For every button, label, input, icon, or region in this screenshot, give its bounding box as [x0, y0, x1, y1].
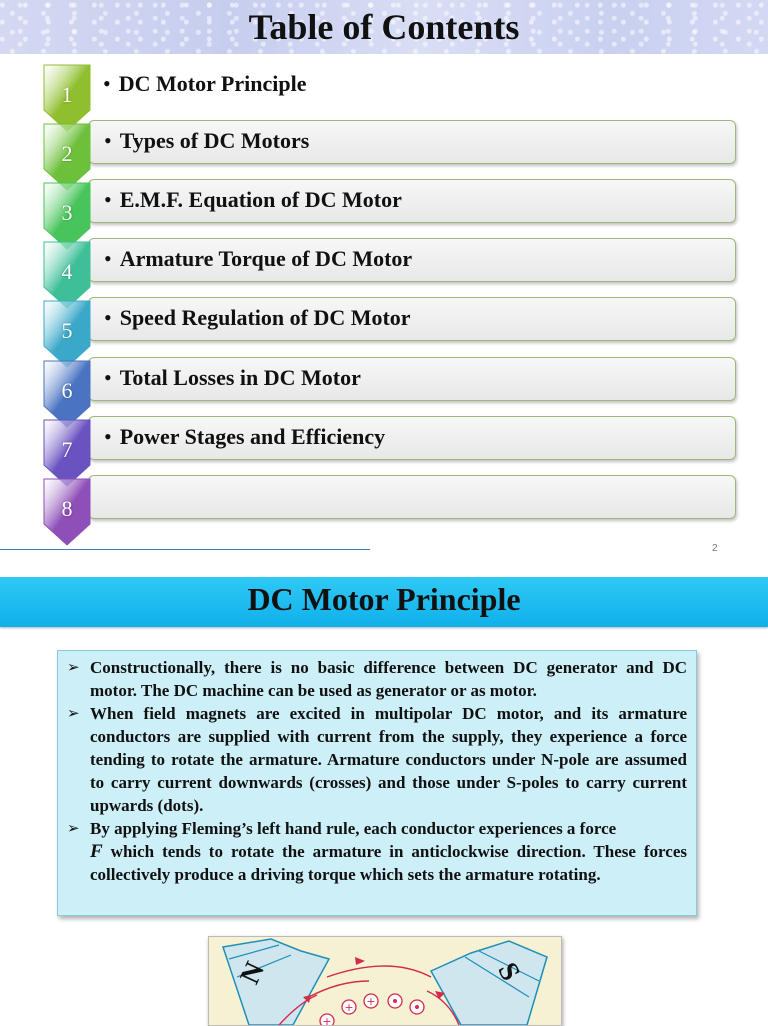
arrow-bullet-icon: ➢ [67, 658, 80, 676]
toc-number: 8 [61, 496, 73, 521]
toc-item-1[interactable] [88, 64, 734, 106]
toc-chevron-7 [43, 419, 91, 487]
toc-number: 6 [61, 378, 73, 403]
toc-item-4[interactable] [88, 238, 736, 282]
svg-text:+: + [366, 995, 376, 1008]
toc-item-label: • E.M.F. Equation of DC Motor [104, 187, 402, 212]
toc-chevron-1 [43, 64, 91, 132]
toc-number: 1 [61, 82, 73, 107]
north-pole-label: N [234, 957, 272, 989]
toc-item-label: • Armature Torque of DC Motor [104, 246, 413, 271]
paragraph-text: Constructionally, there is no basic difference between DC generator and DC motor. The DC machine can be used as generator or as motor. [90, 658, 687, 700]
toc-number: 5 [61, 318, 73, 343]
arrow-bullet-icon: ➢ [67, 819, 80, 837]
dc-motor-diagram [208, 936, 562, 1026]
toc-chevron-5 [43, 300, 91, 368]
force-symbol: F [90, 841, 103, 862]
toc-number: 4 [61, 259, 73, 284]
paragraph-2 [67, 702, 687, 817]
svg-text:+: + [344, 1001, 354, 1014]
arrow-icon [355, 957, 365, 965]
toc-chevron-2 [43, 123, 91, 191]
south-pole-shape [431, 941, 547, 1025]
toc-title: Table of Contents [248, 7, 520, 47]
toc-number: 3 [61, 200, 73, 225]
toc-number: 7 [61, 437, 73, 462]
toc-chevron-4 [43, 241, 91, 309]
toc-item-label: • Power Stages and Efficiency [104, 424, 386, 449]
toc-item-7[interactable] [88, 416, 736, 460]
toc-chevron-8 [43, 478, 91, 546]
paragraph-3 [67, 817, 687, 886]
south-pole-label: S [491, 957, 526, 986]
arrow-bullet-icon: ➢ [67, 704, 80, 722]
paragraph-text-continued: which tends to rotate the armature in anticlockwise direction. These forces collectively produce a driving torque which sets the armature rotating. [90, 842, 688, 884]
toc-item-label: • DC Motor Principle [103, 71, 307, 96]
toc-item-2[interactable] [88, 120, 736, 164]
flux-line [327, 966, 431, 977]
principle-text-box [57, 650, 697, 916]
page-number: 2 [712, 543, 718, 554]
paragraph-text: By applying Fleming’s left hand rule, each conductor experiences a force [90, 819, 617, 838]
toc-item-8[interactable] [88, 475, 736, 519]
svg-text:+: + [322, 1015, 332, 1025]
toc-item-label: • Total Losses in DC Motor [104, 365, 361, 390]
toc-item-3[interactable] [88, 179, 736, 223]
slide-title: DC Motor Principle [247, 581, 521, 617]
dc-motor-principle-slide [0, 577, 768, 1024]
toc-chevron-6 [43, 360, 91, 428]
toc-item-label: • Types of DC Motors [104, 128, 310, 153]
paragraph-text: When field magnets are excited in multipolar DC motor, and its armature conductors are supplied with current from the supply, they experience a force tending to rotate the armature. Armature conductors under N-pole are assumed to carry current downwards (crosses) and those under S-poles to carry current upwards (dots). [90, 704, 687, 815]
toc-number: 2 [61, 141, 73, 166]
footer-line [0, 549, 370, 550]
toc-item-5[interactable] [88, 297, 736, 341]
motor-diagram-svg [209, 937, 561, 1025]
north-pole-shape [223, 939, 332, 1025]
toc-item-label: • Speed Regulation of DC Motor [104, 305, 411, 330]
paragraph-1 [67, 656, 687, 702]
toc-chevron-3 [43, 182, 91, 250]
slide-title-bar [0, 577, 768, 627]
toc-item-6[interactable] [88, 357, 736, 401]
toc-title-bar [0, 0, 768, 54]
